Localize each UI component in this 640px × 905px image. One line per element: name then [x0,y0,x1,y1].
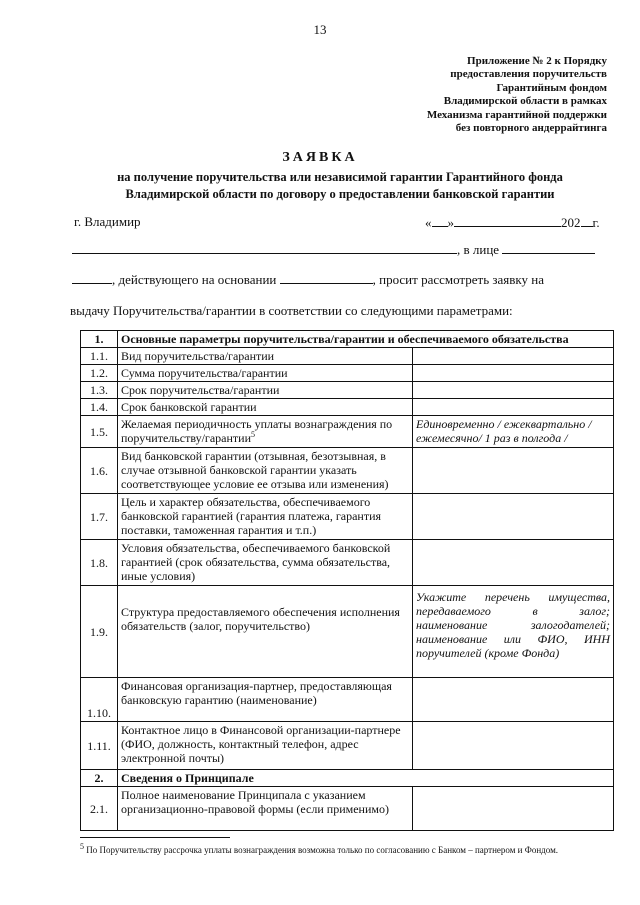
annex-line: предоставления поручительств [450,68,607,81]
row-label-text: Желаемая периодичность уплаты вознаграждения по поручительству/гарантии [121,417,393,445]
year-blank[interactable] [581,214,593,227]
row-value-cell[interactable] [413,348,614,365]
representative-cont-blank[interactable] [72,271,112,284]
document-subtitle [60,169,620,203]
row-number: 1.3. [81,382,118,399]
month-blank[interactable] [454,214,561,227]
table-section-row [81,331,614,348]
value-line: наименование залогодателей; [416,618,611,632]
document-title: ЗАЯВКА [282,150,358,165]
in-person-label: , в лице [457,242,500,257]
footnote-divider [80,837,230,838]
date-quote-open: « [425,215,432,230]
table-row [81,586,614,678]
row-value-cell[interactable] [413,448,614,494]
row-label: Цель и характер обязательства, обеспечиваемого банковской гарантией (гарантия платежа, гарантия поставки, таможенная гарантия и т.п.) [118,494,413,540]
footnote-text: По Поручительству рассрочка уплаты вознаграждения возможна только по согласованию с Банком – партнером и Фондом. [86,845,559,855]
row-label: Структура предоставляемого обеспечения исполнения обязательств (залог, поручительство) [118,586,413,678]
footnote-mark: 5 [251,430,255,439]
footnote [80,842,620,855]
row-label: Контактное лицо в Финансовой организации-партнере (ФИО, должность, контактный телефон, адрес электронной почты) [118,722,413,770]
row-label: Полное наименование Принципала с указанием организационно-правовой формы (если применимо) [118,787,413,831]
section-title: Основные параметры поручительства/гарантии и обеспечиваемого обязательства [118,331,614,348]
annex-line: Приложение № 2 к Порядку [467,55,607,67]
row-value-cell[interactable] [413,787,614,831]
asks-review-label: , просит рассмотреть заявку на [372,272,545,287]
footnote-number: 5 [80,842,84,851]
row-number: 1.4. [81,399,118,416]
row-number: 1.7. [81,494,118,540]
value-line: передаваемого в залог; [416,604,611,618]
table-row [81,365,614,382]
date-field[interactable] [425,214,600,231]
parameters-table [80,330,614,831]
row-value-cell[interactable] [413,678,614,722]
row-value-cell[interactable] [413,722,614,770]
row-label: Срок поручительства/гарантии [118,382,413,399]
row-number: 1.1. [81,348,118,365]
table-section-row [81,770,614,787]
annex-line: Гарантийным фондом [496,81,607,94]
row-number: 1.10. [81,678,118,722]
city: г. Владимир [74,214,141,229]
date-suffix: г. [592,215,600,230]
row-number: 1.5. [81,416,118,448]
table-row [81,787,614,831]
row-label: Условия обязательства, обеспечиваемого банковской гарантией (срок обязательства, сумма обязательства, иные условия) [118,540,413,586]
date-quote-close: » [447,215,454,230]
row-label: Вид банковской гарантии (отзывная, безотзывная, в случае отзывной банковской гарантии указать соответствующее условие ее отзыва или изменения) [118,448,413,494]
row-label: Финансовая организация-партнер, предоставляющая банковскую гарантию (наименование) [118,678,413,722]
row-value-cell[interactable] [413,494,614,540]
row-label: Сумма поручительства/гарантии [118,365,413,382]
row-value-cell[interactable]: Единовременно / ежеквартально / ежемесячно/ 1 раз в полгода / [413,416,614,448]
table-row [81,382,614,399]
applicant-line [72,241,595,258]
row-value-cell[interactable] [413,540,614,586]
value-line: наименование или ФИО, ИНН [416,632,611,646]
section-number: 2. [81,770,118,787]
row-number: 1.11. [81,722,118,770]
table-row [81,348,614,365]
table-row [81,540,614,586]
row-value-cell[interactable] [413,365,614,382]
annex-header [327,55,607,135]
annex-line: Владимирской области в рамках [443,95,607,108]
row-number: 1.8. [81,540,118,586]
table-row [81,494,614,540]
row-number: 1.9. [81,586,118,678]
annex-line: Механизма гарантийной поддержки [426,108,607,121]
section-number: 1. [81,331,118,348]
row-label: Вид поручительства/гарантии [118,348,413,365]
value-line: Укажите перечень имущества, [416,590,611,604]
table-row [81,416,614,448]
basis-blank[interactable] [280,271,373,284]
issue-line: выдачу Поручительства/гарантии в соответствии со следующими параметрами: [70,303,513,318]
row-number: 2.1. [81,787,118,831]
representative-blank[interactable] [502,241,595,254]
date-year: 202 [561,215,581,230]
row-value-cell[interactable] [413,399,614,416]
annex-line: без повторного андеррайтинга [455,122,607,135]
applicant-name-blank[interactable] [72,241,457,254]
table-row [81,399,614,416]
row-value-cell[interactable] [413,382,614,399]
row-number: 1.2. [81,365,118,382]
table-row [81,678,614,722]
page-number: 13 [313,22,327,37]
row-value-cell[interactable] [413,586,614,678]
day-blank[interactable] [432,214,448,227]
section-title: Сведения о Принципале [118,770,614,787]
subtitle-line: на получение поручительства или независимой гарантии Гарантийного фонда [117,170,563,184]
value-line: поручителей (кроме Фонда) [416,646,560,660]
subtitle-line: Владимирской области по договору о предоставлении банковской гарантии [125,187,555,201]
basis-line [72,271,544,288]
acting-basis-label: , действующего на основании [112,272,277,287]
table-row [81,448,614,494]
row-label: Срок банковской гарантии [118,399,413,416]
row-label [118,416,413,448]
table-row [81,722,614,770]
row-number: 1.6. [81,448,118,494]
